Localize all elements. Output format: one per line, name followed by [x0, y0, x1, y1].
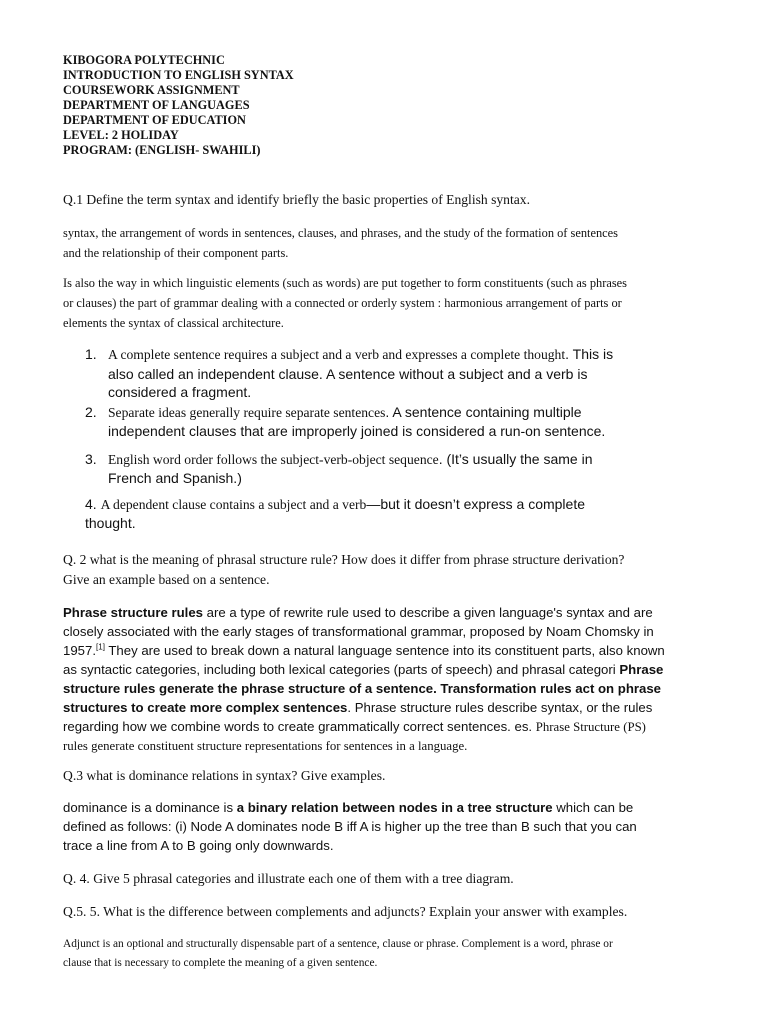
- bold-text: a binary relation between nodes in a tree structure: [236, 800, 553, 815]
- header-line-department-education: DEPARTMENT OF EDUCATION: [63, 113, 246, 127]
- header-line-course: INTRODUCTION TO ENGLISH SYNTAX: [63, 68, 294, 82]
- paragraph-text: dominance is a dominance is: [63, 800, 237, 815]
- paragraph-line: clause that is necessary to complete the meaning of a given sentence.: [63, 957, 378, 969]
- bold-term: Phrase structure rules: [63, 605, 203, 620]
- paragraph-text: . Phrase structure rules describe syntax, or the rules: [347, 700, 653, 715]
- document-header: [63, 53, 294, 158]
- answer-3-paragraph: [63, 798, 637, 855]
- list-item-number: 2.: [85, 403, 97, 420]
- header-line-department-languages: DEPARTMENT OF LANGUAGES: [63, 98, 250, 112]
- list-item-4: [85, 495, 585, 533]
- question-5: Q.5. 5. What is the difference between complements and adjuncts? Explain your answer with examples.: [63, 904, 628, 919]
- list-item-continuation: thought.: [85, 515, 136, 531]
- answer-1-paragraph-1: [63, 223, 618, 263]
- paragraph-line: rules generate constituent structure representations for sentences in a language.: [63, 739, 468, 753]
- list-item: [63, 345, 703, 402]
- question-2: [63, 550, 624, 590]
- paragraph-line: defined as follows: (i) Node A dominates node B iff A is higher up the tree than B such that you can: [63, 819, 637, 834]
- question-line: Q. 2 what is the meaning of phrasal structure rule? How does it differ from phrase structure derivation?: [63, 552, 625, 567]
- syntax-properties-list: [63, 345, 703, 488]
- paragraph-line: syntax, the arrangement of words in sentences, clauses, and phrases, and the study of the formation of sentences: [63, 226, 619, 240]
- bold-text: structure rules generate the phrase structure of a sentence. Transformation rules act on phrase: [63, 681, 662, 696]
- paragraph-line: trace a line from A to B going only downwards.: [63, 838, 334, 853]
- header-line-institution: KIBOGORA POLYTECHNIC: [63, 53, 225, 67]
- list-item-continuation: also called an independent clause. A sentence without a subject and a verb is: [108, 365, 588, 382]
- list-item-sans-text: . (It’s usually the same in: [438, 450, 593, 467]
- paragraph-line: and the relationship of their component parts.: [63, 246, 289, 260]
- list-item-serif-text: English word order follows the subject-verb-object sequence: [108, 451, 439, 467]
- paragraph-text: regarding how we combine words to create grammatically correct sentences. es.: [63, 719, 536, 734]
- question-3: Q.3 what is dominance relations in syntax? Give examples.: [63, 768, 386, 783]
- list-item-number: 3.: [85, 450, 97, 467]
- bold-text: structures to create more complex sentences: [63, 700, 348, 715]
- paragraph-line: or clauses) the part of grammar dealing with a connected or orderly system : harmonious arrangement of parts or: [63, 296, 622, 310]
- paragraph-line: closely associated with the early stages of transformational grammar, proposed by Noam Chomsky in: [63, 624, 654, 639]
- header-line-program: PROGRAM: (ENGLISH- SWAHILI): [63, 143, 261, 157]
- list-item-sans-text: —but it doesn’t express a complete: [366, 496, 585, 512]
- list-item-number: 1.: [85, 346, 97, 362]
- question-1: Q.1 Define the term syntax and identify briefly the basic properties of English syntax.: [63, 192, 530, 207]
- answer-2-paragraph: [63, 603, 665, 756]
- answer-5-paragraph: [63, 935, 613, 973]
- paragraph-line: Adjunct is an optional and structurally dispensable part of a sentence, clause or phrase. Complement is a word, phrase or: [63, 938, 613, 950]
- list-item: [63, 403, 703, 441]
- question-4: Q. 4. Give 5 phrasal categories and illustrate each one of them with a tree diagram.: [63, 871, 514, 886]
- list-item-serif-text: A dependent clause contains a subject and a verb: [100, 497, 367, 512]
- list-item-serif-text: Separate ideas generally require separate sentences: [108, 404, 386, 420]
- answer-1-paragraph-2: [63, 273, 627, 333]
- paragraph-text: They are used to break down a natural language sentence into its constituent parts, also known: [104, 643, 665, 658]
- list-item-continuation: independent clauses that are improperly joined is considered a run-on sentence.: [108, 423, 606, 439]
- paragraph-line: Is also the way in which linguistic elements (such as words) are put together to form constituents (such as phrases: [63, 276, 627, 290]
- list-item-continuation: French and Spanish.): [108, 470, 242, 486]
- list-item-continuation: considered a fragment.: [108, 384, 252, 400]
- paragraph-text: are a type of rewrite rule used to describe a given language's syntax and are: [203, 605, 653, 620]
- paragraph-text: as syntactic categories, including both lexical categories (parts of speech) and phrasal categori: [63, 662, 620, 677]
- bold-text: Phrase: [619, 662, 664, 677]
- paragraph-text: which can be: [552, 800, 634, 815]
- paragraph-serif-text: Phrase Structure (PS): [535, 720, 646, 734]
- question-line: Give an example based on a sentence.: [63, 572, 270, 587]
- header-line-level: LEVEL: 2 HOLIDAY: [63, 128, 179, 142]
- list-item-sans-text: . A sentence containing multiple: [385, 403, 582, 420]
- header-line-assignment: COURSEWORK ASSIGNMENT: [63, 83, 240, 97]
- list-item: [63, 450, 703, 488]
- list-item-serif-text: A complete sentence requires a subject and a verb and expresses a complete thought: [108, 347, 566, 362]
- year-text: 1957.: [63, 643, 97, 658]
- list-item-sans-text: . This is: [565, 346, 614, 362]
- citation-link[interactable]: [1]: [96, 642, 105, 652]
- list-item-number: 4.: [85, 496, 101, 512]
- paragraph-line: elements the syntax of classical architecture.: [63, 316, 284, 330]
